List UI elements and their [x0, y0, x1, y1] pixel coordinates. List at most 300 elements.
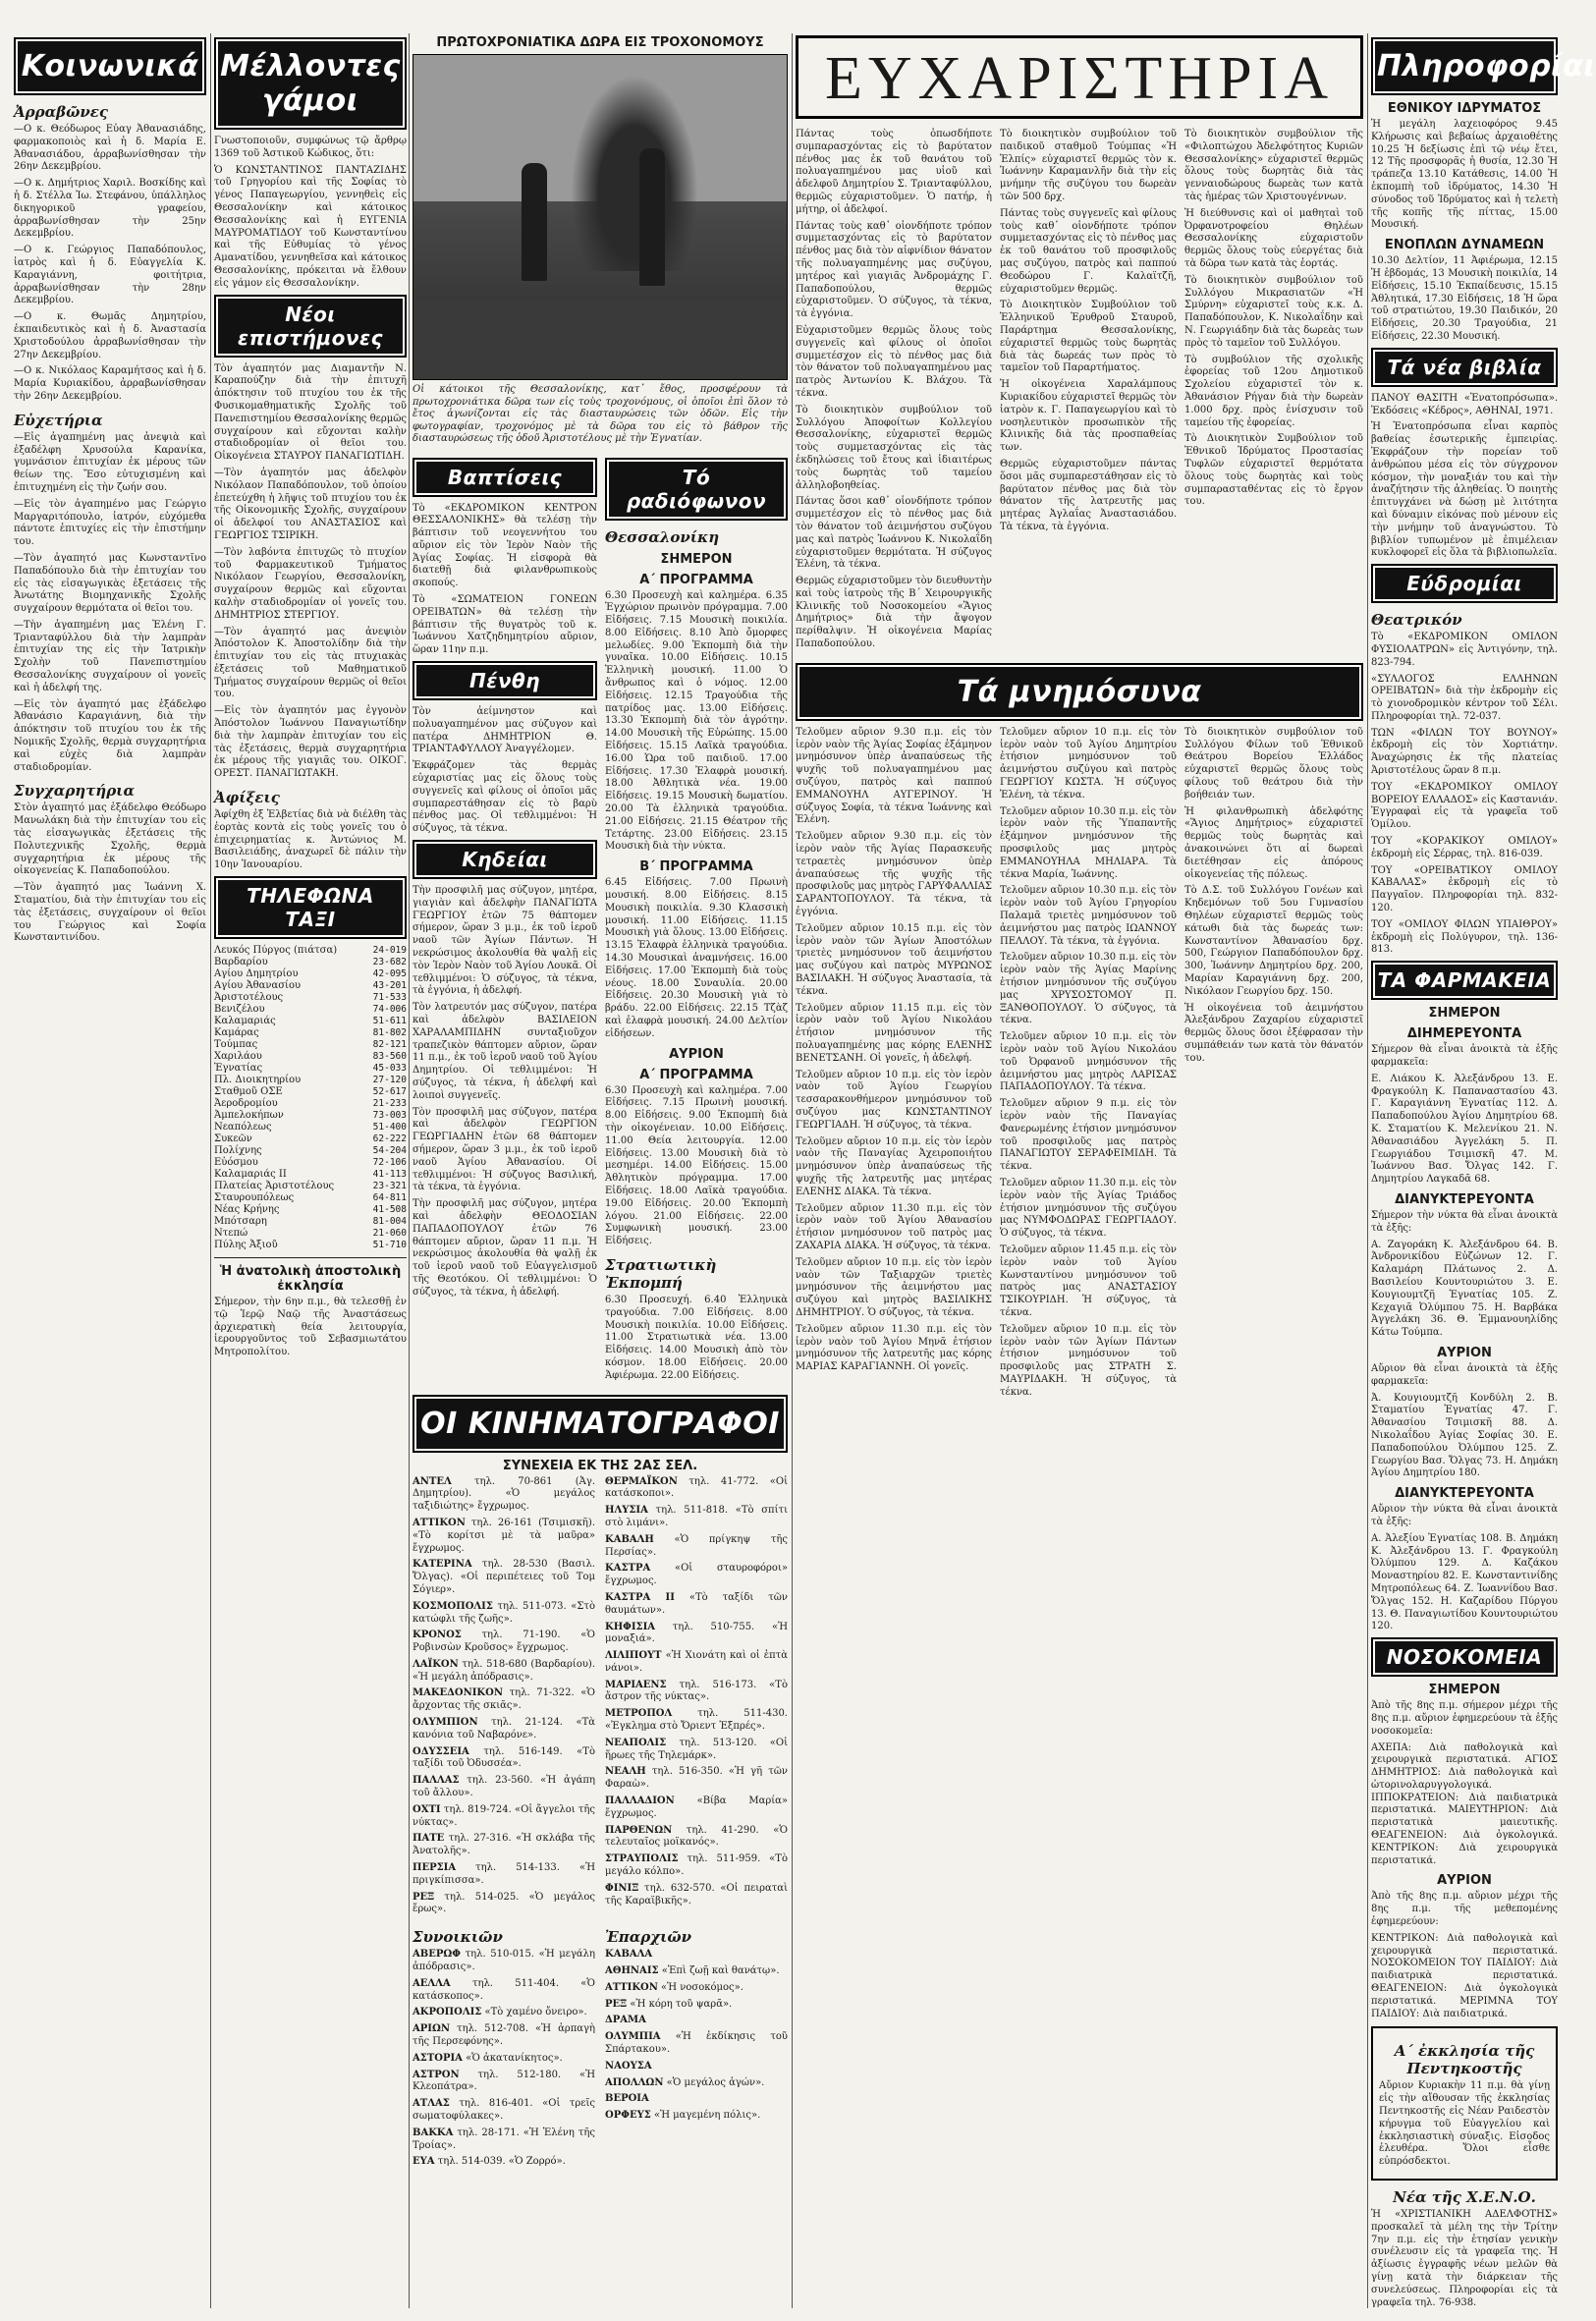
cinema-name: ΠΑΛΛΑΔΙΟΝ — [605, 1796, 675, 1807]
memorial-notice: Τελοῦμεν αὔριον 11.45 π.μ. εἰς τὸν ἱερὸν ναὸν τοῦ Ἁγίου Κωνσταντίνου μνημόσυνον τοῦ πατρὸς μας ΑΝΑΣΤΑΣΙΟΥ ΤΣΙΚΟΥΡΙΔΗ. Ἡ σύζυγος, τὰ τέκνα. — [1000, 1243, 1177, 1318]
article-text: Ἐκφράζομεν τὰς θερμὰς εὐχαριστίας μας εἰς ὅλους τοὺς συγγενεῖς καὶ φίλους οἱ ὁποῖοι μᾶς συμπαρεστάθησαν εἰς τὸ βαρὺ πένθος μας. Οἱ τεθλιμμένοι: Ἡ σύζυγος, τὰ τέκνα. — [413, 760, 597, 835]
synxaritiria-heading: Συγχαρητήρια — [14, 782, 135, 801]
memorial-notice: Τελοῦμεν αὔριον 10 π.μ. εἰς τὸν ἱερὸν ναὸν τοῦ Ἁγίου Δημητρίου ἐτήσιον μνημόσυνον τοῦ ἀειμνήστου συζύγου καὶ πατρὸς ΓΕΩΡΓΙΟΥ ΚΩΣΤΑ. Ἡ σύζυγος Ἑλένη, τὰ τέκνα. — [1000, 726, 1177, 801]
cinema-description: τηλ. 816-401. «Οἱ τρεῖς σωματοφύλακες». — [413, 2098, 595, 2122]
article-text: Ἡ Ἐνατοπρόσωπα εἶναι καρπὸς βαθείας ἐσωτερικῆς ἐμπειρίας. Ἐκφράζουν τὴν πορείαν τοῦ ἀνθρώπου μέσα εἰς τὸν σύγχρονον κόσμον, τὴν μοναξιάν του καὶ τὴν ἀναζήτησιν τῆς ἀληθείας. Ὁ ποιητὴς ἐπιτυγχάνει νὰ δώσῃ μὲ λιτότητα καὶ δύναμιν εἰκόνας ποὺ μένουν εἰς τὴν μνήμην τοῦ ἀναγνώστου. Τὸ βιβλίον τυπωμένον μὲ ἐπιμέλειαν κυκλοφορεῖ εἰς ὅλα τὰ βιβλιοπωλεῖα. — [1371, 421, 1558, 559]
cinema-entry — [413, 1659, 595, 1685]
article-text: ΤΟΥ «ΟΜΙΛΟΥ ΦΙΛΩΝ ΥΠΑΙΘΡΟΥ» ἐκδρομὴ εἰς Πολύγυρον, τηλ. 136-813. — [1371, 918, 1558, 956]
pharmacy-list: Ε. Λιάκου Κ. Ἀλεξάνδρου 13. Ε. Φραγκούλη Κ. Παπαναστασίου 43. Γ. Καραγιάννη Ἐγνατίας 112. Δ. Παπαδοπούλου Ἁγίου Δημητρίου 68. Κ. Σταματίου Κ. Μελενίκου 21. Ν. Ἀθανασιάδου Ἀγγελάκη 5. Π. Γεωργιάδου Τσιμισκῆ 47. Μ. Ἰωάννου Βασ. Ὄλγας 142. Γ. Δημητρίου Λαγκαδᾶ 68. — [1371, 1073, 1558, 1186]
thank-you-notice: Τὸ διοικητικὸν συμβούλιον τῆς «Φιλοπτώχου Ἀδελφότητος Κυριῶν Θεσσαλονίκης» εὐχαριστεῖ θερμῶς ὅλους τοὺς δωρητὰς διὰ τὰς γενναιοδώρους δωρεὰς των κατὰ τὰς ἡμέρας τῶν Χριστουγέννων. — [1184, 129, 1363, 202]
cinema-entry — [413, 1892, 595, 1917]
taxi-phone: 72-106 — [372, 1157, 407, 1169]
cinema-entry — [605, 2061, 788, 2073]
taxi-row — [214, 1063, 407, 1075]
radio-today: ΣΗΜΕΡΟΝ — [660, 551, 733, 567]
eudromiai-sub: Θεατρικόν — [1371, 611, 1462, 630]
mnimosyna-col-3 — [1184, 727, 1363, 1404]
cinema-name: ΑΣΤΟΡΙΑ — [413, 2052, 463, 2064]
article-text: ΤΟΥ «ΚΟΡΑΚΙΚΟΥ ΟΜΙΛΟΥ» ἐκδρομὴ εἰς Σέρρας, τηλ. 816-039. — [1371, 836, 1558, 859]
hospital-list: ΑΧΕΠΑ: Διὰ παθολογικὰ καὶ χειρουργικὰ περιστατικά. ΑΓΙΟΣ ΔΗΜΗΤΡΙΟΣ: Διὰ παθολογικὰ καὶ ὠτορινολαρυγγολογικά. ΙΠΠΟΚΡΑΤΕΙΟΝ: Διὰ παιδιατρικὰ περιστατικά. ΜΑΙΕΥΤΗΡΙΟΝ: Διὰ περιστατικὰ μαιευτικῆς. ΘΕΑΓΕΝΕΙΟΝ: Διὰ ὀγκολογικά. ΚΕΝΤΡΙΚΟΝ: Διὰ χειρουργικὰ περιστατικά. — [1371, 1741, 1558, 1866]
memorial-notice: Τελοῦμεν αὔριον 10 π.μ. εἰς τὸν ἱερὸν ναὸν τοῦ Ἁγίου Γεωργίου τεσσαρακονθήμερον μνημόσυνον τοῦ συζύγου μας ΚΩΝΣΤΑΝΤΙΝΟΥ ΓΕΩΡΓΙΑΔΗ. Ἡ σύζυγος, τὰ τέκνα. — [796, 1069, 992, 1131]
taxi-phone: 74-006 — [372, 1004, 407, 1016]
taxi-row — [214, 1039, 407, 1051]
taxi-phone: 51-611 — [372, 1016, 407, 1027]
cinema-description: «Ἡ Χιονάτη καὶ οἱ ἑπτὰ νάνοι». — [605, 1650, 788, 1674]
memorial-notice: Τελοῦμεν αὔριον 9.30 π.μ. εἰς τὸν ἱερὸν ναὸν τῆς Ἁγίας Σοφίας ἑξάμηνον μνημόσυνον ὑπὲρ ἀναπαύσεως τῆς ψυχῆς τοῦ πολυαγαπημένου μας συζύγου, πατρὸς καὶ παππού ΕΜΜΑΝΟΥΗΛ ΑΥΓΕΡΙΝΟΥ. Ἡ σύζυγος Σοφία, τὰ τέκνα Ἰωάννης καὶ Ἑλένη. — [796, 726, 992, 826]
taxi-station: Πλατείας Ἀριστοτέλους — [214, 1181, 335, 1192]
cinema-entry — [413, 1559, 595, 1596]
cinema-description: τηλ. 511-818. «Τὸ σπίτι στὸ λιμάνι». — [605, 1505, 788, 1528]
cinema-name: ΣΤΡΑΥΠΟΛΙΣ — [605, 1853, 679, 1865]
cinema-entry — [605, 2031, 788, 2057]
taxi-phone: 43-201 — [372, 980, 407, 992]
cinema-entry — [413, 2070, 595, 2095]
taxi-phone: 21-060 — [372, 1228, 407, 1240]
cinema-entry — [413, 1630, 595, 1655]
taxi-row — [214, 980, 407, 992]
article-text: Σήμερον τὴν νύκτα θὰ εἶναι ἀνοικτὰ τὰ ἑξῆς: — [1371, 1210, 1558, 1234]
taxi-station: Πύλης Ἀξιοῦ — [214, 1240, 278, 1251]
cinema-description: τηλ. 27-316. «Ἡ σκλάβα τῆς Ἀνατολῆς». — [413, 1833, 595, 1857]
taxi-row — [214, 957, 407, 968]
cinema-description: τηλ. 512-708. «Ἡ ἀρπαγὴ τῆς Περσεφόνης». — [413, 2023, 595, 2048]
cinema-name: ΠΑΡΘΕΝΩΝ — [605, 1824, 673, 1836]
taxi-station: Αγίου Δημητρίου — [214, 968, 299, 980]
taxi-station: Βενιζέλου — [214, 1004, 265, 1016]
taxi-phone: 64-811 — [372, 1192, 407, 1204]
cinema-description: «Ὁ πρίγκηψ τῆς Περσίας». — [605, 1533, 788, 1558]
cinema-description: τηλ. 514-133. «Ἡ πριγκίπισσα». — [413, 1862, 595, 1886]
article-text: Τὸν ἀείμνηστον καὶ πολυαγαπημένον μας σύζυγον καὶ πατέρα ΔΗΜΗΤΡΙΟΝ Θ. ΤΡΙΑΝΤΑΦΥΛΛΟΥ Ἀναγγέλομεν. — [413, 706, 597, 755]
taxi-phone: 62-222 — [372, 1133, 407, 1145]
cinema-entry — [605, 1853, 788, 1879]
cinema-description: τηλ. 516-149. «Τὸ ταξίδι τοῦ Ὀδυσσέα». — [413, 1745, 595, 1770]
taxi-row — [214, 1051, 407, 1063]
cinema-description: τηλ. 510-015. «Ἡ μεγάλη ἀπόδρασις». — [413, 1949, 595, 1973]
article-text: Ἀφίχθη ἐξ Ἑλβετίας διὰ νὰ διέλθη τὰς ἑορτὰς κοντὰ εἰς τοὺς γονεῖς του ὁ ἐπιχειρηματίας κ. Ἀντώνιος Μ. Βασιλειάδης, ἀναχωρεῖ δὲ πάλιν τὴν 10ην Ἰανουαρίου. — [214, 809, 407, 871]
taxi-station: Ντεπώ — [214, 1228, 248, 1240]
cinema-description: τηλ. 23-560. «Ἡ ἀγάπη τοῦ ἄλλου». — [413, 1775, 595, 1799]
memorial-notice: Τελοῦμεν αὔριον 10.30 π.μ. εἰς τὸν ἱερὸν ναὸν τοῦ Ἁγίου Γρηγορίου Παλαμᾶ τριετὲς μνημόσυνον τοῦ ἀειμνήστου μας πατρὸς ΙΩΑΝΝΟΥ ΠΕΛΛΟΥ. Τὰ τέκνα, τὰ ἐγγόνια. — [1000, 885, 1177, 947]
cinema-name: ΑΤΛΑΣ — [413, 2098, 450, 2110]
cinema-description: τηλ. 41-290. «Ὁ τελευταῖος μοϊκανός». — [605, 1824, 788, 1849]
cinema-list-synoikion — [413, 1949, 595, 2169]
taxi-station: Αγίου Ἀθανασίου — [214, 980, 302, 992]
radio-program-a2: Α΄ ΠΡΟΓΡΑΜΜΑ — [639, 1067, 753, 1082]
xeno-heading: Νέα τῆς Χ.Ε.Ν.Ο. — [1393, 2188, 1536, 2207]
penthi-banner: Πένθη — [413, 661, 597, 700]
cinema-name: ΑΕΛΛΑ — [413, 1977, 451, 1989]
nea-vivlia-banner: Τά νέα βιβλία — [1371, 348, 1558, 387]
cinema-description: τηλ. 21-124. «Τὰ κανόνια τοῦ Ναβαρόνε». — [413, 1717, 595, 1741]
cinema-name: ΠΑΤΕ — [413, 1833, 445, 1845]
taxi-row — [214, 1240, 407, 1251]
taxi-row — [214, 1086, 407, 1098]
column-right — [1371, 33, 1596, 2308]
article-text: 10.30 Δελτίον, 11 Ἀφιέρωμα, 12.15 Ἡ ἑβδομάς, 13 Μουσικὴ ποικιλία, 14 Εἰδήσεις, 15.10 Ἐκπαίδευσις, 15.15 Ἀθλητικά, 17.30 Εἰδήσεις, 18 Ἡ ὥρα τοῦ στρατιώτου, 19.30 Παιδικόν, 20 Εἰδήσεις, 20.30 Τραγούδια, 21 Εἰδήσεις, 22.30 Μουσική. — [1371, 255, 1558, 342]
cinema-description: τηλ. 511-430. «Ἐγκλημα στὸ Ὄριεντ Ἐξπρές». — [605, 1708, 788, 1733]
traffic-police-photo — [413, 54, 788, 380]
cinema-entry — [413, 1476, 595, 1514]
cinema-entry — [605, 1505, 788, 1530]
pliroforiai-banner: Πληροφορίαι — [1371, 37, 1558, 95]
cinema-description: τηλ. 511-404. «Ὁ κατάσκοπος». — [413, 1977, 595, 2002]
cinema-entry — [413, 2156, 595, 2169]
cinema-description: «Ἡ ἐκδίκησις τοῦ Σπάρτακου». — [605, 2031, 788, 2056]
column-rule — [792, 33, 793, 2308]
radio-text: 6.30 Προσευχὴ καὶ καλημέρα. 7.00 Εἰδήσεις. 7.15 Πρωινὴ μουσική. 8.00 Εἰδήσεις. 9.00 Ἐκπομπὴ διὰ τὴν οἰκογένειαν. 10.00 Εἰδήσεις. 11.00 Θεία λειτουργία. 12.00 Εἰδήσεις. 13.00 Μουσικὴ διὰ τὸ μεσημέρι. 14.00 Εἰδήσεις. 15.00 Ἀθλητικὸν πρόγραμμα. 17.00 Εἰδήσεις. 18.00 Λαϊκὰ τραγούδια. 19.00 Εἰδήσεις. 20.00 Ἐκπομπὴ λόγου. 21.00 Εἰδήσεις. 22.00 Συμφωνικὴ μουσική. 23.00 Εἰδήσεις. — [605, 1084, 788, 1247]
eyxaristiria-title: ΕΥΧΑΡΙΣΤΗΡΙΑ — [796, 35, 1363, 119]
taxi-station: Μπότσαρη — [214, 1216, 267, 1228]
cinema-name: ΔΡΑΜΑ — [605, 2015, 646, 2026]
taxi-row — [214, 1133, 407, 1145]
farmakeia-banner: ΤΑ ΦΑΡΜΑΚΕΙΑ — [1371, 961, 1558, 1000]
radio-text: 6.30 Προσευχὴ καὶ καλημέρα. 6.35 Ἐγχώριον πρωινὸν πρόγραμμα. 7.00 Εἰδήσεις. 7.15 Μουσικὴ ποικιλία. 8.00 Εἰδήσεις. 8.10 Ἀπὸ ὄμορφες μελωδίες. 9.00 Ἐκπομπὴ διὰ τὴν γυναῖκα. 10.00 Εἰδήσεις. 10.15 Ἑλληνικὴ μουσική. 11.00 Ὁ ἄνθρωπος καὶ ὁ νόμος. 12.00 Εἰδήσεις. 12.15 Τραγούδια τῆς πατρίδος μας. 13.00 Εἰδήσεις. 13.30 Ἐκπομπὴ διὰ τὸν ἀγρότην. 14.00 Μουσικὴ τῆς Εὐρώπης. 15.00 Εἰδήσεις. 15.15 Λαϊκὰ τραγούδια. 16.00 Ὡρα τοῦ παιδιοῦ. 17.00 Εἰδήσεις. 17.30 Ἐλαφρὰ μουσική. 18.00 Ἀθλητικὰ νέα. 19.00 Εἰδήσεις. 19.15 Μουσικὴ δωματίου. 20.00 Τὰ ἑλληνικὰ τραγούδια. 21.00 Εἰδήσεις. 21.15 Θέατρον τῆς Τετάρτης. 23.00 Εἰδήσεις. 23.15 Μουσικὴ διὰ τὴν νύκτα. — [605, 589, 788, 853]
cinema-entry — [605, 1999, 788, 2012]
cinema-entry — [413, 1687, 595, 1713]
thank-you-notice: Τὸ συμβούλιον τῆς σχολικῆς ἐφορείας τοῦ 12ου Δημοτικοῦ Σχολείου εὐχαριστεῖ τὸν κ. Ἀθανάσιον Ρήγαν διὰ τὴν δωρεὰν 1.000 δρχ. πρὸς ἐνίσχυσιν τοῦ ταμείου τῆς ἐφορείας. — [1184, 354, 1363, 428]
radio-text: 6.45 Εἰδήσεις. 7.00 Πρωινὴ μουσική. 8.00 Εἰδήσεις. 8.15 Μουσικὴ ποικιλία. 9.30 Κλασσικὴ μουσική. 11.00 Εἰδήσεις. 11.15 Μουσικὴ γιὰ ὅλους. 13.00 Εἰδήσεις. 13.15 Ἐλαφρὰ ἑλληνικὰ τραγούδια. 14.30 Μουσικαὶ ἀναμνήσεις. 16.00 Εἰδήσεις. 17.00 Ἐκπομπὴ διὰ τοὺς νέους. 18.00 Συναυλία. 20.00 Εἰδήσεις. 20.30 Μουσικὴ γιὰ τὸ βράδυ. 22.00 Εἰδήσεις. 22.15 Τζὰζ καὶ ἐλαφρὰ μουσική. 24.00 Δελτίον εἰδήσεων. — [605, 877, 788, 1039]
eudromiai-banner: Εύδρομίαι — [1371, 564, 1558, 603]
taxi-row — [214, 1122, 407, 1133]
cinema-entry — [605, 1766, 788, 1792]
cinema-name: ΘΕΡΜΑΪΚΟΝ — [605, 1475, 678, 1487]
column-rule — [210, 33, 211, 2308]
cinema-name: ΟΡΦΕΥΣ — [605, 2110, 651, 2122]
taxi-row — [214, 1216, 407, 1228]
cinema-entry — [413, 1746, 595, 1772]
eyxaristiria-col-1 — [796, 129, 992, 655]
taxi-phone: 73-003 — [372, 1110, 407, 1122]
cinema-description: τηλ. 71-190. «Ὁ Ροβινσὼν Κροῦσος» ἔγχρωμος. — [413, 1630, 595, 1654]
taxi-row — [214, 1004, 407, 1016]
cinema-name: ΒΑΚΚΑ — [413, 2127, 454, 2138]
taxi-phone: 81-802 — [372, 1027, 407, 1039]
cinema-name: ΚΑΒΑΛΗ — [605, 1533, 654, 1545]
cinema-entry — [413, 1978, 595, 2004]
taxi-station: Λευκός Πύργος (πιάτσα) — [214, 945, 338, 957]
memorial-notice: Τελοῦμεν αὔριον 11.30 π.μ. εἰς τὸν ἱερὸν ναὸν τοῦ Ἁγίου Μηνᾶ ἐτήσιον μνημόσυνον τῆς λατρευτῆς μας κόρης ΜΑΡΙΑΣ ΚΑΡΑΓΙΑΝΝΗ. Οἱ γονεῖς. — [796, 1323, 992, 1373]
memorial-notice: Τελοῦμεν αὔριον 10.15 π.μ. εἰς τὸν ἱερὸν ναὸν τῶν Ἁγίων Ἀποστόλων τριετὲς μνημόσυνον τοῦ ἀειμνήστου μας συζύγου καὶ πατρὸς ΜΥΡΩΝΟΣ ΒΑΣΙΛΑΚΗ. Ἡ σύζυγος Ἀναστασία, τὰ τέκνα. — [796, 922, 992, 997]
cinema-entry — [413, 2007, 595, 2019]
taxi-station: Εὐόσμου — [214, 1157, 258, 1169]
cinema-name: ΑΘΗΝΑΙΣ — [605, 1965, 659, 1977]
article-text: Ἡ «ΧΡΙΣΤΙΑΝΙΚΗ ΑΔΕΛΦΟΤΗΣ» προσκαλεῖ τὰ μέλη της τὴν Τρίτην 7ην π.μ. εἰς τὴν ἐτησίαν γενικὴν συνέλευσιν εἰς τὰ γραφεῖα της. Ἡ ἀξίωσις ἐγγραφῆς νέων μελῶν θὰ γίνῃ κατὰ τὴν διάρκειαν τῆς συνελεύσεως. Πληροφορίαι εἰς τὰ γραφεῖα τηλ. 76-938. — [1371, 2209, 1558, 2308]
taxi-station: Πλ. Διοικητηρίου — [214, 1075, 302, 1086]
cinema-description: τηλ. 511-959. «Τὸ μεγάλο κόλπο». — [605, 1853, 788, 1878]
thank-you-notice: Ἡ οἰκογένεια Χαραλάμπους Κυριακίδου εὐχαριστεῖ θερμῶς τὸν ἰατρὸν κ. Γ. Παπαγεωργίου καὶ τὸ νοσηλευτικὸν προσωπικὸν τῆς Κλινικῆς διὰ τὰς προσπαθείας των. — [1000, 379, 1177, 454]
taxi-station: Συκεῶν — [214, 1133, 252, 1145]
cinema-name: ΡΕΞ — [413, 1891, 435, 1903]
article-text: Τὸν ἀγαπητόν μας Διαμαντῆν Ν. Καραπούζην διὰ τὴν ἐπιτυχῆ ἀπόκτησιν τοῦ πτυχίου του ἐκ τῆς Φυσικομαθηματικῆς Σχολῆς τοῦ Πανεπιστημίου Θεσσαλονίκης θερμῶς συγχαίρουν καὶ εὔχονται καλὴν σταδιοδρομίαν οἱ θεῖοι του. Οἰκογένεια ΣΤΑΥΡΟΥ ΠΑΝΑΓΙΩΤΙΔΗ. — [214, 362, 407, 463]
taxi-station: Νέας Κρήνης — [214, 1204, 280, 1216]
thank-you-notice: Τὸ Διοικητικὸν Συμβούλιον τοῦ Ἑλληνικοῦ Ἐρυθροῦ Σταυροῦ, Παράρτημα Θεσσαλονίκης, εὐχαριστεῖ θερμῶς τοὺς δωρητὰς διὰ τὰς δωρεάς των πρὸς τὸ ταμεῖον τοῦ Παραρτήματος. — [1000, 300, 1177, 374]
thank-you-notice: Ἡ διεύθυνσις καὶ οἱ μαθηταὶ τοῦ Ὀρφανοτροφείου Θηλέων Θεσσαλονίκης εὐχαριστοῦν θερμῶς ὅλους τοὺς εὐεργέτας διὰ τὰ δῶρα των κατὰ τὰς ἑορτάς. — [1184, 207, 1363, 269]
nosokomeia-banner: ΝΟΣΟΚΟΜΕΙΑ — [1371, 1637, 1558, 1677]
cinema-entry — [605, 1883, 788, 1908]
article-text: —Τὸν ἀγαπητό μας Κωνσταντῖνο Παπαδόπουλο διὰ τὴν ἐπιτυχίαν του εἰς τὰς εἰσαγωγικὰς ἐξετάσεις τῆς Ἀνωτάτης Βιομηχανικῆς Σχολῆς συγχαίρουν θερμότατα οἱ θεῖοι του. — [14, 552, 206, 615]
cinema-entry — [605, 1708, 788, 1734]
memorial-notice: Τελοῦμεν αὔριον 11.30 π.μ. εἰς τὸν ἱερὸν ναὸν τοῦ Ἁγίου Ἀθανασίου ἐτήσιον μνημόσυνον τοῦ πατρὸς μας ΖΑΧΑΡΙΑ ΔΙΑΚΑ. Ἡ σύζυγος, τὰ τέκνα. — [796, 1202, 992, 1251]
taxi-station: Τούμπας — [214, 1039, 258, 1051]
cinema-name: ΛΙΛΙΠΟΥΤ — [605, 1650, 662, 1662]
cinema-name: ΟΛΥΜΠΙΟΝ — [413, 1717, 478, 1729]
memorial-notice: Τελοῦμεν αὔριον 11.15 π.μ. εἰς τὸν ἱερὸν ναὸν τοῦ Ἁγίου Νικολάου ἐτήσιον μνημόσυνον τῆς πολυαγαπημένης μας κόρης ΕΛΕΝΗΣ ΒΕΝΕΤΣΑΝΗ. Οἱ γονεῖς, ἡ ἀδελφή. — [796, 1002, 992, 1064]
cinema-name: ΛΑΪΚΟΝ — [413, 1658, 459, 1670]
cinema-name: ΕΥΑ — [413, 2156, 435, 2168]
taxi-station: Ἀεροδρομίου — [214, 1098, 278, 1110]
cinema-name: ΚΑΣΤΡΑ ΙΙ — [605, 1591, 675, 1603]
taxi-row — [214, 968, 407, 980]
thank-you-notice: Τὸ διοικητικὸν συμβούλιον τοῦ Συλλόγου Μικρασιατῶν «Ἡ Σμύρνη» εὐχαριστεῖ τοὺς κ.κ. Δ. Παπαδόπουλον, Κ. Νικολαΐδην καὶ Ν. Γεωργιάδην διὰ τὰς δωρεὰς των πρὸς τὸ ταμεῖον τοῦ Συλλόγου. — [1184, 274, 1363, 349]
memorial-notice: Τελοῦμεν αὔριον 10 π.μ. εἰς τὸν ἱερὸν ναὸν τῶν Ἁγίων Πάντων ἐτήσιον μνημόσυνον τοῦ προσφιλοῦς μας ΣΤΡΑΤΗ Σ. ΜΑΥΡΙΔΑΚΗ. Ἡ σύζυγος, τὰ τέκνα. — [1000, 1323, 1177, 1398]
memorial-notice: Τὸ διοικητικὸν συμβούλιον τοῦ Συλλόγου Φίλων τοῦ Ἐθνικοῦ Θεάτρου Βορείου Ἑλλάδος εὐχαριστεῖ θερμῶς ὅλους τοὺς φίλους τοῦ θεάτρου διὰ τὴν βοήθειάν των. — [1184, 726, 1363, 801]
pharmacy-list: Α. Ζαγοράκη Κ. Ἀλεξάνδρου 64. Β. Ἀνδρονικίδου Εὐζώνων 12. Γ. Καλαμάρη Πλάτωνος 2. Δ. Βασιλείου Κουντουριώτου 3. Ε. Κουγιουμτζῆ Ἐγνατίας 105. Ζ. Κεχαγιᾶ Ὀλύμπου 75. Η. Βαρβάκα Ἀγγελάκη 36. Θ. Ἐμμανουηλίδης Κάτω Τούμπα. — [1371, 1239, 1558, 1339]
memorial-notice: Ἡ φιλανθρωπικὴ ἀδελφότης «Ἅγιος Δημήτριος» εὐχαριστεῖ θερμῶς τοὺς δωρητὰς καὶ ἀνακοινώνει ὅτι αἱ δωρεαὶ διετέθησαν εἰς ἀπόρους οἰκογενείας τῆς πόλεως. — [1184, 805, 1363, 880]
radiofono-banner: Τό ραδιόφωνον — [605, 458, 788, 521]
cinema-list-right — [605, 1476, 788, 1921]
taxi-station: Ἀμπελοκήπων — [214, 1110, 284, 1122]
cinema-name: ΟΛΥΜΠΙΑ — [605, 2031, 661, 2043]
taxi-station: Ἀριστοτέλους — [214, 992, 284, 1004]
cinema-entry — [605, 1949, 788, 1962]
cinema-description: «Ὁ ἀκατανίκητος». — [462, 2052, 563, 2064]
hospital-list: ΚΕΝΤΡΙΚΟΝ: Διὰ παθολογικὰ καὶ χειρουργικὰ περιστατικά. ΝΟΣΟΚΟΜΕΙΟΝ ΤΟΥ ΠΑΙΔΙΟΥ: Διὰ παιδιατρικὰ περιστατικά. ΘΕΑΓΕΝΕΙΟΝ: Διὰ ὀγκολογικὰ περιστατικά. ΜΕΡΙΜΝΑ ΤΟΥ ΠΑΙΔΙΟΥ: Διὰ παιδιατρικά. — [1371, 1932, 1558, 2019]
anat-ekklisia-heading: Ἡ ἀνατολικὴ ἀποστολικὴ ἐκκλησία — [219, 1264, 402, 1295]
taxi-row — [214, 1075, 407, 1086]
taxi-station: Νεαπόλεως — [214, 1122, 272, 1133]
cinema-description: «Ἡ νοσοκόμος». — [657, 1981, 743, 1993]
eyxaristiria-section — [796, 33, 1363, 2308]
thank-you-notice: Τὸ διοικητικὸν συμβούλιον τοῦ Συλλόγου Ἀποφοίτων Κολλεγίου Θεσσαλονίκης, εὐχαριστεῖ θερμῶς τοὺς συμμετασχόντας εἰς τὰς ἐκδηλώσεις τοῦ ἔτους καὶ ἰδιαιτέρως τοὺς δωρητὰς τοῦ ταμείου ἀλληλοβοηθείας. — [796, 404, 992, 491]
mellontes-gamoi-banner: Μέλλοντες γάμοι — [214, 37, 407, 130]
farm-dinimereuonta: ΔΙΗΜΕΡΕΥΟΝΤΑ — [1406, 1026, 1522, 1042]
taxi-row — [214, 1169, 407, 1181]
article-text: Ἀπὸ τῆς 8ης π.μ. σήμερον μέχρι τῆς 8ης π.μ. αὔριον ἐφημερεύουν τὰ ἑξῆς νοσοκομεῖα: — [1371, 1700, 1558, 1737]
cinema-description: τηλ. 632-570. «Οἱ πειραταὶ τῆς Καραϊβικῆς». — [605, 1882, 788, 1907]
farm-today: ΣΗΜΕΡΟΝ — [1428, 1006, 1501, 1022]
article-text: Ὁ ΚΩΝΣΤΑΝΤΙΝΟΣ ΠΑΝΤΑΖΙΔΗΣ τοῦ Γρηγορίου καὶ τῆς Σοφίας τὸ γένος Παπαγεωργίου, γεννηθεὶς εἰς Θεσσαλονίκην καὶ κάτοικος Θεσσαλονίκης καὶ ἡ ΕΥΓΕΝΙΑ ΜΑΥΡΟΜΑΤΙΔΟΥ τοῦ Κωνσταντίνου καὶ τῆς Εὐθυμίας τὸ γένος Αμανατίδου, γεννηθεῖσα καὶ κάτοικος Θεσσαλονίκης, πρόκειται νὰ ἔλθουν εἰς γάμον εἰς Θεσσαλονίκην. — [214, 164, 407, 289]
cinema-name: ΠΕΡΣΙΑ — [413, 1862, 457, 1874]
taxi-phone: 41-508 — [372, 1204, 407, 1216]
cinema-name: ΝΕΑΠΟΛΙΣ — [605, 1737, 667, 1748]
taxi-station: Βαρδαρίου — [214, 957, 268, 968]
cinema-name: ΑΣΤΡΟΝ — [413, 2069, 460, 2080]
radio-program-b: Β΄ ΠΡΟΓΡΑΜΜΑ — [639, 859, 753, 875]
article-text: —Τὸν λαβόντα ἐπιτυχῶς τὸ πτυχίον τοῦ Φαρμακευτικοῦ Τμήματος Νικόλαον Γεωργίου, Θεσσαλονίκη, συγχαίρουν θερμῶς καὶ εὔχονται καλὴν σταδιοδρομίαν οἱ γονεῖς του. ΔΗΜΗΤΡΙΟΣ ΣΤΕΡΓΙΟΥ. — [214, 546, 407, 621]
mnimosyna-col-1 — [796, 727, 992, 1404]
cinema-description: «Οἱ σταυροφόροι» ἔγχρωμος. — [605, 1563, 788, 1587]
cinema-description: τηλ. 516-173. «Τὸ ἄστρον τῆς νύκτας». — [605, 1679, 788, 1703]
cinema-name: ΝΑΟΥΣΑ — [605, 2060, 652, 2072]
cinema-description: «Ὁ μεγάλος ἀγών». — [663, 2076, 765, 2088]
cinema-description: τηλ. 516-350. «Ἡ γῆ τῶν Φαραὼ». — [605, 1766, 788, 1791]
cinema-entry — [413, 1862, 595, 1888]
taxi-phone: 42-095 — [372, 968, 407, 980]
article-text: ΠΑΝΟΥ ΘΑΣΙΤΗ «Ἐνατοπρόσωπα». Ἐκδόσεις «Κέδρος», ΑΘΗΝΑΙ, 1971. — [1371, 392, 1558, 416]
cinema-entry — [605, 1825, 788, 1851]
article-text: Σήμερον θὰ εἶναι ἀνοικτὰ τὰ ἑξῆς φαρμακεῖα: — [1371, 1044, 1558, 1069]
enopla-heading: ΕΝΟΠΛΩΝ ΔΥΝΑΜΕΩΝ — [1384, 238, 1545, 253]
cinema-name: ΑΒΕΡΩΦ — [413, 1949, 461, 1961]
taxi-station: Καλαμαριάς II — [214, 1169, 287, 1181]
cinema-entry — [605, 2077, 788, 2090]
taxi-row — [214, 945, 407, 957]
nos-today: ΣΗΜΕΡΟΝ — [1428, 1683, 1501, 1698]
taxi-phone: 41-113 — [372, 1169, 407, 1181]
kinimatografoi-banner: ΟΙ ΚΙΝΗΜΑΤΟΓΡΑΦΟΙ — [413, 1395, 788, 1453]
cinema-entry — [605, 1982, 788, 1995]
afixeis-heading: Ἀφίξεις — [214, 789, 280, 807]
cinema-name: ΜΑΡΙΑΕΝΣ — [605, 1679, 667, 1690]
taxi-row — [214, 1016, 407, 1027]
article-text: Τὸν προσφιλῆ μας σύζυγον, πατέρα καὶ ἀδελφὸν ΓΕΩΡΓΙΟΝ ΓΕΩΡΓΙΑΔΗΝ ἐτῶν 68 θάπτομεν σήμερον, ὥραν 3 μ.μ., ἐκ τοῦ ἱεροῦ ναοῦ Ἁγίου Ἀθανασίου. Οἱ τεθλιμμένοι: Ἡ σύζυγος Βασιλική, τὰ τέκνα, τὰ ἐγγόνια. — [413, 1106, 597, 1193]
memorial-notice: Ἡ οἰκογένεια τοῦ ἀειμνήστου Ἀλεξάνδρου Ζαχαρίου εὐχαριστεῖ θερμῶς ὅλους ὅσοι ἐξέφρασαν τὴν συμπάθειάν των κατὰ τὸν θάνατόν του. — [1184, 1002, 1363, 1064]
photo-heading: ΠΡΩΤΟΧΡΟΝΙΑΤΙΚΑ ΔΩΡΑ ΕΙΣ ΤΡΟΧΟΝΟΜΟΥΣ — [436, 35, 764, 50]
cinema-name: ΑΠΟΛΛΩΝ — [605, 2076, 664, 2088]
cinema-entry — [605, 1622, 788, 1647]
taxi-row — [214, 1145, 407, 1157]
article-text: —Ο κ. Δημήτριος Χαριλ. Βοσκίδης καὶ ἡ δ. Στέλλα Ἰω. Στεφάνου, ὑπάλληλος δικηγορικοῦ γραφείου, ἀρραβωνίσθησαν τὴν 25ην Δεκεμβρίου. — [14, 178, 206, 240]
taxi-phone: 71-533 — [372, 992, 407, 1004]
taxi-phones-banner: ΤΗΛΕΦΩΝΑ ΤΑΞΙ — [214, 876, 407, 939]
cinema-list-eparxion — [605, 1949, 788, 2123]
nos-aurion: ΑΥΡΙΟΝ — [1437, 1873, 1492, 1889]
article-text: ΤΩΝ «ΦΙΛΩΝ ΤΟΥ ΒΟΥΝΟΥ» ἐκδρομὴ εἰς τὸν Χορτιάτην. Ἀναχώρησις ἐκ τῆς πλατείας Ἀριστοτέλους ὥραν 8 π.μ. — [1371, 727, 1558, 777]
kideiai-banner: Κηδείαι — [413, 840, 597, 879]
pharmacy-list: Α. Ἀλεξίου Ἐγνατίας 108. Β. Δημάκη Κ. Ἀλεξάνδρου 13. Γ. Φραγκούλη Ὀλύμπου 129. Δ. Καζάκου Μοναστηρίου 82. Ε. Κωνσταντινίδης Μητροπόλεως 64. Ζ. Ἰωαννίδου Βασ. Ὄλγας 152. Η. Καζαρίδου Πύργου 13. Θ. Παναγιωτίδου Κουντουριώτου 120. — [1371, 1532, 1558, 1632]
cinema-description: τηλ. 513-120. «Οἱ ἥρωες τῆς Τηλεμάρκ». — [605, 1737, 788, 1761]
cinema-description: τηλ. 28-530 (Βασιλ. Ὄλγας). «Οἱ περιπέτειες τοῦ Τομ Σόγιερ». — [413, 1559, 595, 1595]
article-text: Σήμερον, τὴν 6ην π.μ., θὰ τελεσθῇ ἐν τῷ Ἱερῷ Ναῷ τῆς Ἀναστάσεως ἀρχιερατικὴ θεία λειτουργία, ἱερουργοῦντος τοῦ Σεβασμιωτάτου Μητροπολίτου. — [214, 1297, 407, 1358]
article-text: Ἡ μεγάλη λαχειοφόρος 9.45 Κλήρωσις καὶ βεβαίως ἀρχαιοθέτης 10.25 Ἡ δεξίωσις ἐπὶ τῷ νέῳ ἔτει, 12 Τῆς προσφορᾶς ἡ θυσία, 12.30 Ἡ τράπεζα 13.10 Κατάθεσις, 14.00 Ἡ ἐκπομπὴ τοῦ ἱδρύματος, 14.30 Ἡ σύνοδος τοῦ Ἱδρύματος καὶ ἡ τελετὴ τῆς κοπῆς τῆς πίττας, 15.00 Μουσική. — [1371, 119, 1558, 231]
taxi-station: Χαριλάου — [214, 1051, 262, 1063]
memorial-notice: Τελοῦμεν αὔριον 10 π.μ. εἰς τὸν ἱερὸν ναὸν τῆς Παναγίας Ἀχειροποιήτου μνημόσυνον ὑπὲρ ἀναπαύσεως τῆς ψυχῆς τῆς λατρευτῆς μας μητέρας ΕΛΕΝΗΣ ΔΙΑΚΑ. Τὰ τέκνα. — [796, 1135, 992, 1197]
memorial-notice: Τελοῦμεν αὔριον 10 π.μ. εἰς τὸν ἱερὸν ναὸν τῶν Ταξιαρχῶν τριετὲς μνημόσυνον τῆς ἀειμνήστου μας συζύγου καὶ μητρὸς ΒΑΣΙΛΙΚΗΣ ΔΗΜΗΤΡΙΟΥ. Ὁ σύζυγος, τὰ τέκνα. — [796, 1256, 992, 1318]
thank-you-notice: Πάντας ὅσοι καθ᾽ οἱονδήποτε τρόπον συμμετέσχον εἰς τὸ πένθος μας διὰ τὸν θάνατον τοῦ ἀειμνήστου συζύγου μας καὶ πατρὸς Ἰωάννου Κ. Νικολαΐδη εὐχαριστοῦμεν θερμότατα. Ἡ σύζυγος Ἑλένη, τὰ τέκνα. — [796, 496, 992, 571]
thank-you-notice: Τὸ Διοικητικὸν Συμβούλιον τοῦ Ἐθνικοῦ Ἱδρύματος Προστασίας Τυφλῶν εὐχαριστεῖ θερμότατα ὅλους τοὺς δωρητὰς καὶ τοὺς συμπαρασταθέντας εἰς τὸ ἔργον του. — [1184, 433, 1363, 508]
taxi-row — [214, 1228, 407, 1240]
taxi-station: Σταυρουπόλεως — [214, 1192, 295, 1204]
farm-dianykt2: ΔΙΑΝΥΚΤΕΡΕΥΟΝΤΑ — [1395, 1486, 1534, 1502]
eyxaristiria-col-3 — [1184, 129, 1363, 655]
article-text: Τὸ «ΕΚΔΡΟΜΙΚΟΝ ΚΕΝΤΡΟΝ ΘΕΣΣΑΛΟΝΙΚΗΣ» θὰ τελέσῃ τὴν βάπτισιν τοῦ νεογεννήτου του αὔριον εἰς τὸν Ἱερὸν Ναὸν τῆς Ἁγίας Σοφίας. Ἡ εἰσφορὰ θὰ διατεθῇ διὰ φιλανθρωπικοὺς σκοπούς. — [413, 502, 597, 589]
cinema-name: ΚΡΟΝΟΣ — [413, 1630, 462, 1641]
cinema-description: «Ἐπὶ ζωῇ καὶ θανάτῳ». — [658, 1965, 780, 1977]
farm-dianykt: ΔΙΑΝΥΚΤΕΡΕΥΟΝΤΑ — [1395, 1192, 1534, 1207]
neoi-epistimones-banner: Νέοι επιστήμονες — [214, 295, 407, 358]
article-text: Τὸ «ΕΚΔΡΟΜΙΚΟΝ ΟΜΙΛΟΝ ΦΥΣΙΟΛΑΤΡΩΝ» εἰς Ἀντιγόνην, τηλ. 823-794. — [1371, 632, 1558, 668]
cinema-name: ΜΑΚΕΔΟΝΙΚΟΝ — [413, 1687, 503, 1699]
ethnikou-heading: ΕΘΝΙΚΟΥ ΙΔΡΥΜΑΤΟΣ — [1387, 101, 1542, 116]
taxi-phone: 45-033 — [372, 1063, 407, 1075]
taxi-row — [214, 1181, 407, 1192]
radio-tomorrow: ΑΥΡΙΟΝ — [669, 1046, 724, 1062]
taxi-phone: 52-617 — [372, 1086, 407, 1098]
cinema-description: «Ἡ μαγεμένη πόλις». — [650, 2110, 761, 2122]
cinema-entry — [605, 2110, 788, 2123]
memorial-notice: Τελοῦμεν αὔριον 11.30 π.μ. εἰς τὸν ἱερὸν ναὸν τῆς Ἁγίας Τριάδος ἐτήσιον μνημόσυνον τῆς συζύγου μας ΝΥΜΦΟΔΩΡΑΣ ΓΕΩΡΓΙΑΔΟΥ. Ὁ σύζυγος, τὰ τέκνα. — [1000, 1177, 1177, 1240]
cinema-entry — [605, 1796, 788, 1821]
cinema-name: ΑΝΤΕΛ — [413, 1475, 452, 1487]
article-text: —Εἰς ἀγαπημένη μας ἀνεψιὰ καὶ ἐξαδέλφη Χρυσούλα Καρανίκα, γυμνάσιον ἐπιτυχίαν ἐκ μέρους τῶν θείων της. Ἔσο εὐτυχισμένη καὶ ἐπιτυχημένη εἰς τὴν ζωήν σου. — [14, 431, 206, 493]
cinema-description: «Βίβα Μαρία» ἔγχρωμος. — [605, 1796, 788, 1819]
cinema-entry — [605, 1650, 788, 1676]
article-text: —Εἰς τὸν ἀγαπητόν μας ἐγγονὸν Ἀπόστολον Ἰωάννου Παναγιωτίδην διὰ τὴν λαμπρὰν ἐπιτυχίαν του εἰς τὰς ἐξετάσεις, θερμὰ συγχαρητήρια ἐκ μέρους τῆς γιαγιᾶς του. ΟΙΚΟΓ. ΟΡΕΣΤ. ΠΑΝΑΓΙΩΤΑΚΗ. — [214, 705, 407, 780]
mnimosyna-banner: Τά μνημόσυνα — [796, 663, 1363, 721]
taxi-phone: 54-204 — [372, 1145, 407, 1157]
cinema-name: ΑΚΡΟΠΟΛΙΣ — [413, 2007, 482, 2018]
taxi-row — [214, 992, 407, 1004]
thank-you-notice: Θερμῶς εὐχαριστοῦμεν τὸν διευθυντὴν καὶ τοὺς ἰατροὺς τῆς Β΄ Χειρουργικῆς Κλινικῆς τοῦ Νοσοκομείου «Ἅγιος Δημήτριος» διὰ τὴν ἄψογον περίθαλψιν. Ἡ οἰκογένεια Μαρίας Παπαδοπούλου. — [796, 576, 992, 650]
column-rule — [409, 33, 410, 2308]
cinema-entry — [413, 1717, 595, 1742]
cinema-description: τηλ. 514-025. «Ὁ μεγάλος ἔρως». — [413, 1891, 595, 1915]
cinema-description: τηλ. 41-772. «Οἱ κατάσκοποι». — [605, 1475, 788, 1500]
cinema-name: ΚΗΦΙΣΙΑ — [605, 1621, 656, 1632]
farm-aurion: ΑΥΡΙΟΝ — [1437, 1345, 1492, 1360]
taxi-station: Πολίχνης — [214, 1145, 262, 1157]
taxi-row — [214, 1204, 407, 1216]
eyxetiria-heading: Εὐχετήρια — [14, 411, 103, 429]
cinema-entry — [413, 1601, 595, 1627]
taxi-station: Καμάρας — [214, 1027, 259, 1039]
taxi-phone: 21-233 — [372, 1098, 407, 1110]
article-text: Ἀπὸ τῆς 8ης π.μ. αὔριον μέχρι τῆς 8ης π.μ. τῆς μεθεπομένης ἐφημερεύουν: — [1371, 1891, 1558, 1928]
cinema-entry — [413, 1518, 595, 1555]
taxi-phone: 23-682 — [372, 957, 407, 968]
article-text: Γνωστοποιοῦν, συμφώνως τῷ ἄρθρῳ 1369 τοῦ Ἀστικοῦ Κώδικος, ὅτι: — [214, 136, 407, 159]
cinema-description: τηλ. 819-724. «Οἱ ἄγγελοι τῆς νύκτας». — [413, 1803, 595, 1828]
column-mellontes-gamoi — [214, 33, 407, 2308]
article-text: «ΣΥΛΛΟΓΟΣ ΕΛΛΗΝΩΝ ΟΡΕΙΒΑΤΩΝ» διὰ τὴν ἐκδρομὴν εἰς τὸ χιονοδρομικὸν κέντρον τοῦ Σέλι. Πληροφορίαι τηλ. 72-037. — [1371, 673, 1558, 722]
pharmacy-list: Ἀ. Κουγιουμτζῆ Κονδύλη 2. Β. Σταματίου Ἐγνατίας 47. Γ. Ἀθανασίου Τσιμισκῆ 88. Δ. Νικολαΐδου Ἁγίας Σοφίας 30. Ε. Παπαδοπούλου Ὀλύμπου 125. Ζ. Γεωργίου Βασ. Ὄλγας 73. Η. Δημάκη Ἀγίου Δημητρίου 180. — [1371, 1392, 1558, 1479]
radio-city: Θεσσαλονίκη — [605, 527, 720, 546]
cinema-heading: ΣΥΝΕΧΕΙΑ ΕΚ ΤΗΣ 2ΑΣ ΣΕΛ. — [502, 1458, 698, 1473]
article-text: Τὸ «ΣΩΜΑΤΕΙΟΝ ΓΟΝΕΩΝ ΟΡΕΙΒΑΤΩΝ» θὰ τελέσῃ τὴν βάπτισιν τῆς θυγατρὸς τοῦ κ. Ἰωάννου Χατζηδημητρίου αὔριον, ὥραν 11ην π.μ. — [413, 594, 597, 656]
cinema-name: ΑΤΤΙΚΟΝ — [413, 1517, 466, 1528]
taxi-phone: 51-400 — [372, 1122, 407, 1133]
thank-you-notice: Πάντας τοὺς ὁπωσδήποτε συμπαρασχόντας εἰς τὸ βαρύτατον πένθος μας ἐκ τοῦ θανάτου τοῦ πολυαγαπημένου μας υἱοῦ καὶ ἀδελφοῦ Δημητρίου Σ. Τριανταφύλλου, θερμῶς εὐχαριστοῦμεν. Ὁ πατήρ, ἡ μήτηρ, οἱ ἀδελφοί. — [796, 129, 992, 215]
photo-caption: Οἱ κάτοικοι τῆς Θεσσαλονίκης, κατ᾽ ἔθος, προσφέρουν τὰ πρωτοχρονιάτικα δῶρα των εἰς τοὺς τροχονόμους, οἱ ὁποῖοι ἐπὶ ὅλον τὸ ἔτος ἀγωνίζονται εἰς τὰς διασταυρώσεις τῶν ὁδῶν. Εἰς τὴν φωτογραφίαν, τροχονόμος μὲ τὰ δῶρα του εἰς τὸ βάθρον τῆς διασταυρώσεως τῆς ὁδοῦ Ἀριστοτέλους μὲ τὴν Ἐγνατίαν. — [413, 384, 788, 444]
taxi-row — [214, 1098, 407, 1110]
thank-you-notice: Τὸ διοικητικὸν συμβούλιον τοῦ παιδικοῦ σταθμοῦ Τούμπας «Ἡ Ἐλπίς» εὐχαριστεῖ θερμῶς τὸν κ. Ἰωάννην Καραμανλῆν διὰ τὴν εἰς μνήμην τῆς συζύγου του δωρεὰν τῶν 500 δρχ. — [1000, 129, 1177, 202]
article-text: Αὔριον τὴν νύκτα θὰ εἶναι ἀνοικτὰ τὰ ἑξῆς: — [1371, 1504, 1558, 1527]
memorial-notice: Τελοῦμεν αὔριον 9.30 π.μ. εἰς τὸν ἱερὸν ναὸν τῆς Ἁγίας Παρασκευῆς τετραετὲς μνημόσυνον ὑπὲρ ἀναπαύσεως τῆς ψυχῆς τῆς προσφιλοῦς μας μητρὸς ΓΑΡΥΦΑΛΛΙΑΣ ΣΑΡΑΝΤΟΠΟΥΛΟΥ. Τὰ τέκνα, τὰ ἐγγόνια. — [796, 831, 992, 918]
article-text: —Εἰς τὸν ἀγαπητό μας ἐξάδελφο Ἀθανάσιο Καραγιάννη, διὰ τὴν ἀπόκτησιν τοῦ πτυχίου του ἐκ τῆς Νομικῆς Σχολῆς, θερμὰ συγχαρητήρια καὶ εὐχὲς διὰ λαμπρὰν σταδιοδρομίαν. — [14, 698, 206, 773]
cinema-entry — [413, 1833, 595, 1858]
cinema-name: ΜΕΤΡΟΠΟΛ — [605, 1708, 673, 1720]
cinema-name: ΗΛΥΣΙΑ — [605, 1505, 648, 1517]
article-text: —Τὸν ἀγαπητό μας Ἰωάννη Χ. Σταματίου, διὰ τὴν ἐπιτυχίαν του εἰς τὰς ἐξετάσεις, συγχαίρουν οἱ θεῖοι του Γεώργιος καὶ Σοφία Κωνσταντινίδου. — [14, 882, 206, 944]
memorial-notice: Τελοῦμεν αὔριον 10.30 π.μ. εἰς τὸν ἱερὸν ναὸν τῆς Ὑπαπαντῆς ἑξάμηνον μνημόσυνον τῆς προσφιλοῦς μας μητρὸς ΕΜΜΑΝΟΥΗΛΑ ΜΗΛΙΑΡΑ. Τὰ τέκνα Μαρία, Ἰωάννης. — [1000, 805, 1177, 880]
article-text: Τὴν προσφιλῆ μας σύζυγον, μητέρα καὶ ἀδελφὴν ΘΕΟΔΟΣΙΑΝ ΠΑΠΑΔΟΠΟΥΛΟΥ ἐτῶν 76 θάπτομεν αὔριον, ὥραν 11 π.μ. Ἡ νεκρώσιμος ἀκολουθία θὰ ψαλῇ ἐκ τοῦ ἱεροῦ ναοῦ τοῦ Εὐαγγελισμοῦ τῆς Θεοτόκου. Οἱ τεθλιμμένοι: Ὁ σύζυγος, τὰ τέκνα, ἡ ἀδελφή. — [413, 1198, 597, 1298]
taxi-row — [214, 1192, 407, 1204]
taxi-station: Ἐγνατίας — [214, 1063, 263, 1075]
arravones-heading: Ἀρραβῶνες — [14, 103, 109, 121]
article-text: —Τὸν ἀγαπητόν μας ἀδελφὸν Νικόλαον Παπαδόπουλον, τοῦ ὁποίου ἐπετεύχθη ἡ λῆψις τοῦ πτυχίου του ἐκ τῆς Οἰκονομικῆς Σχολῆς, συγχαίρουν οἱ ἀδελφοί του ΑΝΑΣΤΑΣΙΟΣ καὶ ΓΕΩΡΓΙΟΣ ΤΣΙΡΙΚΗ. — [214, 467, 407, 541]
eparxion-heading: Ἐπαρχιῶν — [605, 1928, 692, 1947]
cinema-description: τηλ. 518-680 (Βαρδαρίου). «Ἡ μεγάλη ἀπόδρασις». — [413, 1658, 595, 1683]
article-text: —Ο κ. Νικόλαος Καραμήτσος καὶ ἡ δ. Μαρία Κυριακίδου, ἀρραβωνίσθησαν τὴν 26ην Δεκεμβρίου. — [14, 365, 206, 402]
cinema-description: τηλ. 510-755. «Ἡ μοναξιά». — [605, 1621, 788, 1645]
cinema-description: τηλ. 70-861 (Ἀγ. Δημητρίου). «Ὁ μεγάλος ταξιδιώτης» ἔγχρωμος. — [413, 1475, 595, 1513]
thank-you-notice: Πάντας τοὺς καθ᾽ οἱονδήποτε τρόπον συμμετασχόντας εἰς τὸ βαρύτατον πένθος μας διὰ τὸν αἰφνίδιον θάνατον τῆς πολυαγαπημένης μας συζύγου, μητέρος καὶ γιαγιᾶς Ἀνδρομάχης Γ. Παπαδοπούλου, θερμῶς εὐχαριστοῦμεν. Ὁ σύζυγος, τὰ τέκνα, τὰ ἐγγόνια. — [796, 220, 992, 320]
radio-program-a: Α΄ ΠΡΟΓΡΑΜΜΑ — [639, 572, 753, 587]
taxi-phone: 51-710 — [372, 1240, 407, 1251]
column-rule — [1367, 33, 1368, 2308]
taxi-station: Καλαμαριάς — [214, 1016, 276, 1027]
